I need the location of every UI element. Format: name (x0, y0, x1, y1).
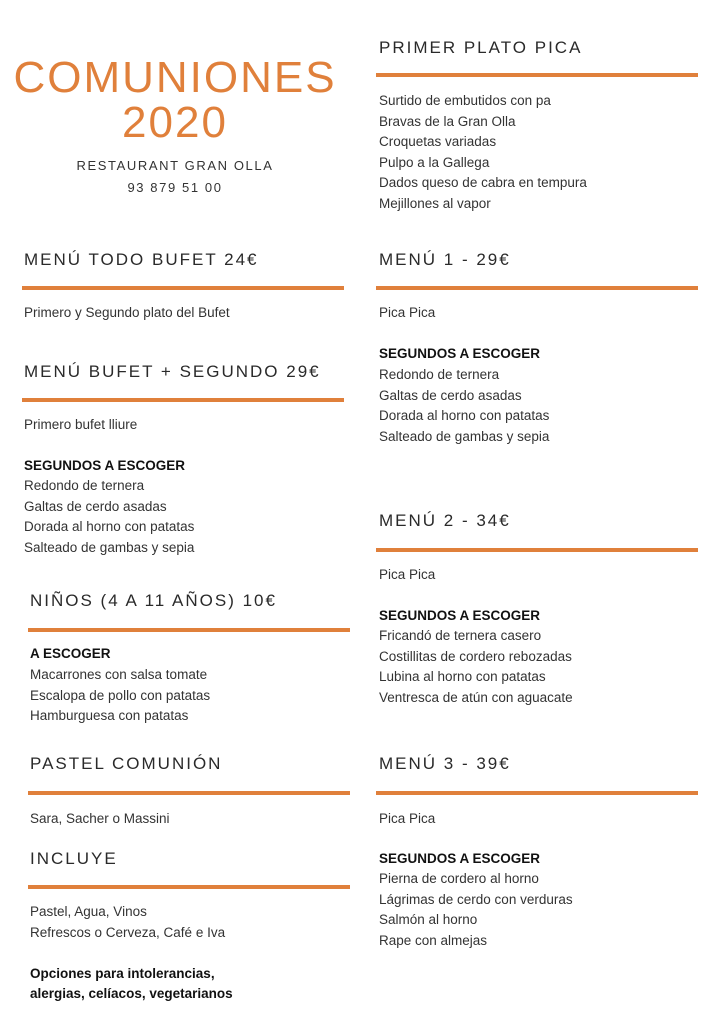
list-item: Rape con almejas (379, 932, 488, 948)
list-item: Lágrimas de cerdo con verduras (379, 891, 573, 907)
menu2-subheading: SEGUNDOS A ESCOGER (379, 608, 541, 623)
menu-bufet-heading: MENÚ TODO BUFET 24€ (24, 250, 259, 269)
menu-bufet-text: Primero y Segundo plato del Bufet (24, 305, 230, 320)
incluye-list (30, 902, 225, 943)
list-item: Refrescos o Cerveza, Café e Iva (30, 924, 226, 940)
ninos-heading: NIÑOS (4 A 11 AÑOS) 10€ (30, 591, 277, 610)
list-item: Galtas de cerdo asadas (24, 498, 167, 514)
menu1-list (379, 365, 549, 447)
list-item: Salteado de gambas y sepia (379, 428, 550, 444)
pastel-heading: PASTEL COMUNIÓN (30, 754, 223, 773)
pastel-text: Sara, Sacher o Massini (30, 811, 170, 826)
pastel-rule (28, 791, 350, 795)
primer-plato-heading: PRIMER PLATO PICA (379, 38, 583, 57)
list-item: Croquetas variadas (379, 134, 497, 150)
menu-bufet-segundo-list (24, 476, 194, 558)
list-item: Mejillones al vapor (379, 195, 491, 211)
list-item: Redondo de ternera (379, 367, 500, 382)
menu3-list (379, 869, 573, 951)
incluye-heading: INCLUYE (30, 849, 118, 868)
list-item: Macarrones con salsa tomate (30, 667, 208, 682)
list-item: Galtas de cerdo asadas (379, 387, 522, 403)
list-item: Dorada al horno con patatas (379, 408, 550, 424)
restaurant-name: RESTAURANT GRAN OLLA (76, 158, 274, 173)
menu2-heading: MENÚ 2 - 34€ (379, 511, 511, 530)
list-item: Redondo de ternera (24, 478, 145, 493)
list-item: Pulpo a la Gallega (379, 154, 490, 170)
incluye-rule (28, 885, 350, 889)
list-item: Bravas de la Gran Olla (379, 113, 516, 129)
incluye-note-line2: alergias, celíacos, vegetarianos (30, 986, 233, 1001)
menu-bufet-rule (22, 286, 344, 290)
title-line1: COMUNIONES (13, 53, 337, 102)
list-item: Salteado de gambas y sepia (24, 539, 195, 555)
list-item: Fricandó de ternera casero (379, 628, 542, 643)
menu1-subheading: SEGUNDOS A ESCOGER (379, 346, 541, 361)
menu1-text: Pica Pica (379, 305, 436, 320)
menu3-heading: MENÚ 3 - 39€ (379, 754, 511, 773)
list-item: Salmón al horno (379, 912, 478, 928)
title-line2: 2020 (122, 98, 228, 147)
primer-plato-rule (376, 73, 698, 77)
ninos-list (30, 665, 210, 727)
menu2-rule (376, 548, 698, 552)
list-item: Lubina al horno con patatas (379, 669, 546, 685)
menu2-list (379, 626, 573, 708)
primer-plato-list (379, 91, 587, 215)
list-item: Ventresca de atún con aguacate (379, 689, 573, 705)
list-item: Dorada al horno con patatas (24, 519, 195, 535)
list-item: Hamburguesa con patatas (30, 708, 189, 724)
list-item: Escalopa de pollo con patatas (30, 687, 211, 703)
incluye-note-line1: Opciones para intolerancias, (30, 966, 215, 981)
menu3-rule (376, 791, 698, 795)
menu-bufet-segundo-subheading: SEGUNDOS A ESCOGER (24, 458, 186, 473)
menu1-rule (376, 286, 698, 290)
menu3-subheading: SEGUNDOS A ESCOGER (379, 851, 541, 866)
menu2-text: Pica Pica (379, 567, 436, 582)
ninos-subheading: A ESCOGER (30, 646, 111, 661)
menu-bufet-segundo-text: Primero bufet lliure (24, 417, 138, 432)
menu-bufet-segundo-heading: MENÚ BUFET + SEGUNDO 29€ (24, 362, 321, 381)
list-item: Pastel, Agua, Vinos (30, 904, 147, 919)
menu1-heading: MENÚ 1 - 29€ (379, 250, 511, 269)
phone-number: 93 879 51 00 (127, 180, 223, 195)
list-item: Surtido de embutidos con pa (379, 93, 551, 108)
ninos-rule (28, 628, 350, 632)
list-item: Costillitas de cordero rebozadas (379, 648, 572, 664)
list-item: Dados queso de cabra en tempura (379, 175, 587, 191)
list-item: Pierna de cordero al horno (379, 871, 539, 886)
menu-bufet-segundo-rule (22, 398, 344, 402)
menu3-text: Pica Pica (379, 811, 436, 826)
